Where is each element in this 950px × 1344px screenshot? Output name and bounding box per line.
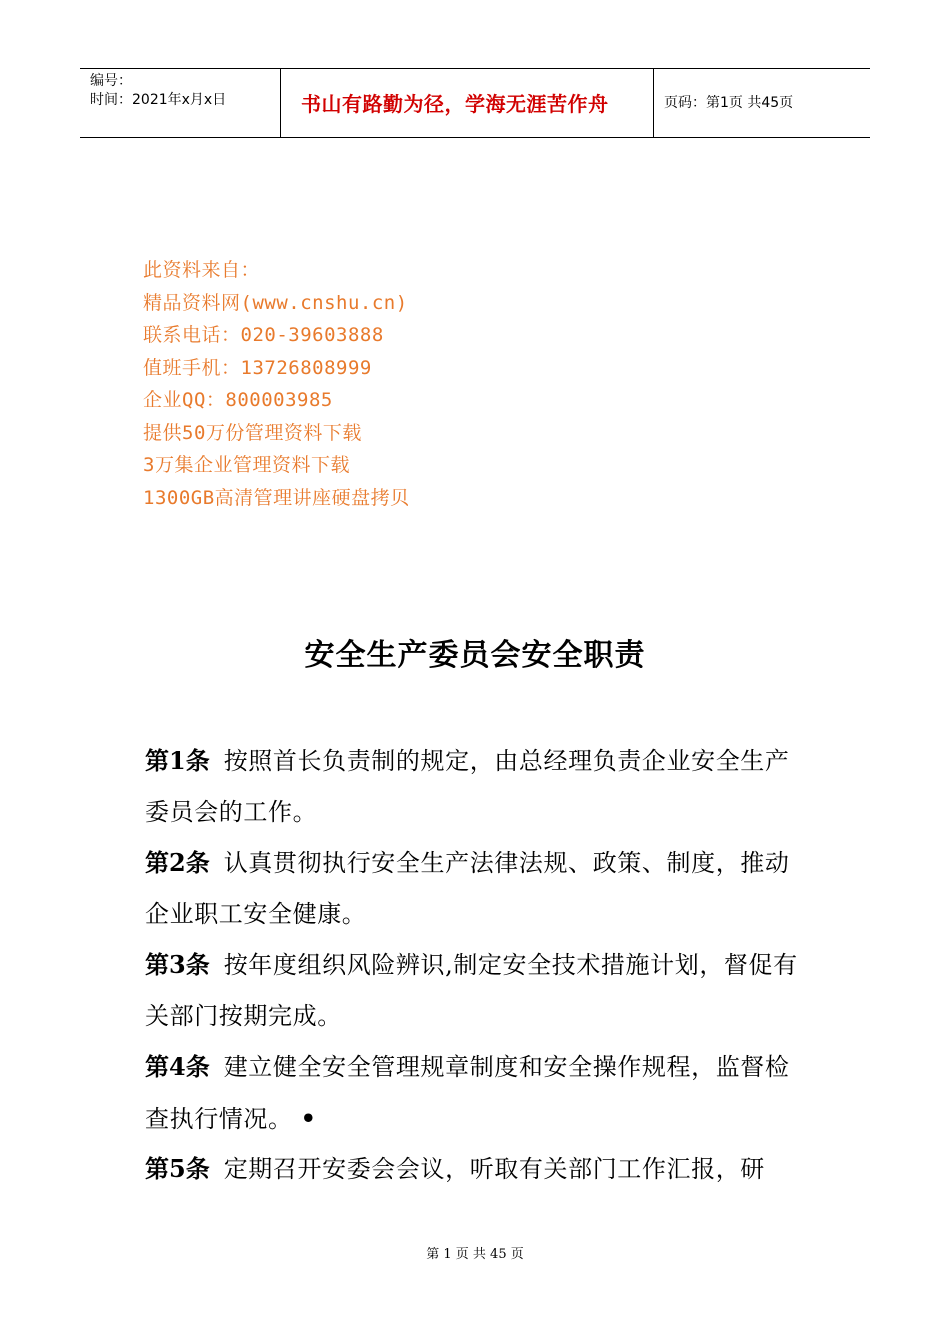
header-page-info: 页码：第1页 共45页 [664, 95, 794, 111]
article-text: 认真贯彻执行安全生产法律法规、政策、制度，推动企业职工安全健康。 [145, 849, 790, 928]
source-line: 此资料来自： [143, 259, 261, 281]
article-number: 第3条 [145, 950, 210, 979]
source-line: 值班手机：13726808999 [143, 356, 372, 379]
page-footer: 第 1 页 共 45 页 [426, 1247, 524, 1262]
article-text: 建立健全安全管理规章制度和安全操作规程，监督检查执行情况。 [145, 1053, 790, 1133]
header-motto-cell [281, 69, 654, 137]
header-page-cell [654, 69, 870, 137]
source-line: 联系电话：020-39603888 [143, 324, 384, 346]
source-info-block [143, 254, 410, 514]
article-paragraph [145, 1041, 810, 1145]
bullet-mark: • [300, 1104, 316, 1133]
article-text: 按照首长负责制的规定，由总经理负责企业安全生产委员会的工作。 [145, 747, 790, 826]
source-line: 3万集企业管理资料下载 [143, 454, 350, 476]
article-number: 第1条 [145, 746, 210, 775]
document-header [80, 68, 870, 138]
article-paragraph [145, 735, 810, 838]
source-line: 企业QQ：800003985 [143, 389, 333, 411]
article-number: 第4条 [145, 1052, 210, 1081]
article-paragraph [145, 1143, 810, 1195]
source-website-link[interactable]: 精品资料网(www.cnshu.cn) [143, 291, 408, 314]
header-motto: 书山有路勤为径，学海无涯苦作舟 [301, 92, 609, 116]
article-paragraph [145, 939, 810, 1042]
article-text: 定期召开安委会会议，听取有关部门工作汇报，研 [223, 1155, 765, 1183]
document-number-label: 编号： [90, 73, 132, 89]
document-time-label: 时间：2021年x月x日 [90, 92, 227, 108]
header-meta-cell [80, 69, 281, 137]
document-title: 安全生产委员会安全职责 [304, 638, 646, 673]
article-paragraph [145, 837, 810, 940]
source-line: 1300GB高清管理讲座硬盘拷贝 [143, 486, 410, 509]
article-number: 第2条 [145, 848, 210, 877]
article-number: 第5条 [145, 1154, 210, 1183]
article-text: 按年度组织风险辨识,制定安全技术措施计划，督促有关部门按期完成。 [145, 951, 798, 1030]
source-line: 提供50万份管理资料下载 [143, 421, 362, 444]
